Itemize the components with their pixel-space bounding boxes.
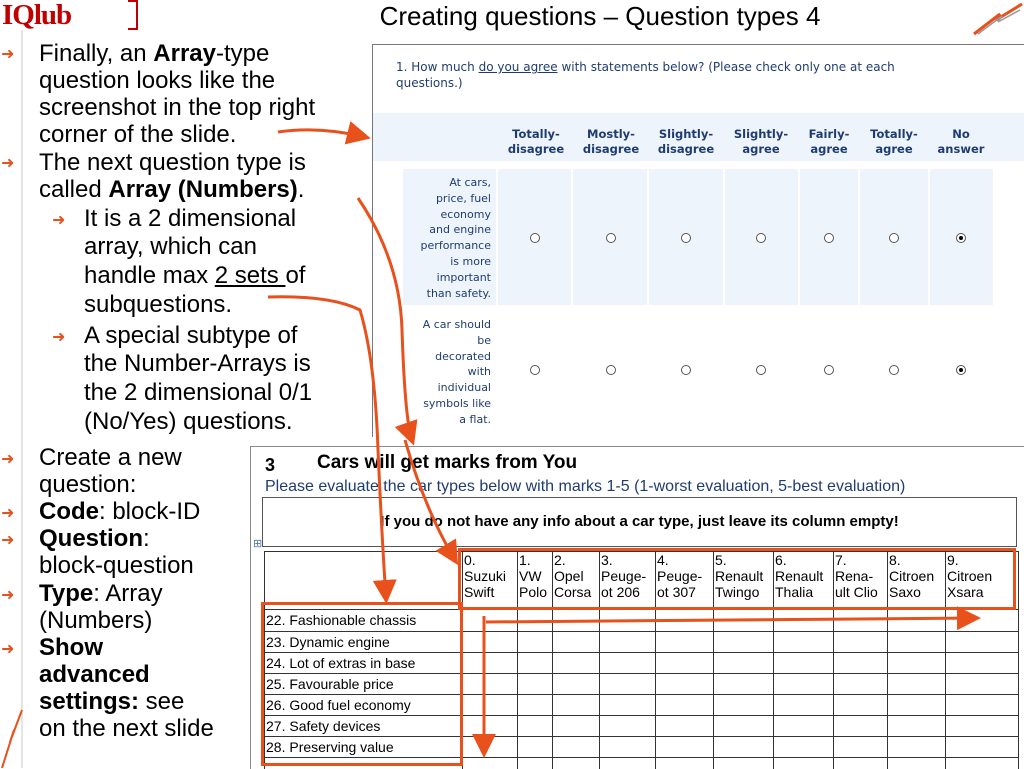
sub-bullet-icon: ➜ [52,329,66,346]
code-line: Code: block-ID [39,498,201,525]
logo-frame [128,0,138,30]
question-number: 3 [265,455,276,475]
subquestion-label: 27. Safety devices [266,718,381,734]
radio-button[interactable] [824,233,834,243]
bullet-icon: ➜ [1,587,15,604]
columns-highlight-box [458,548,1016,610]
logo-text: IQlub [2,0,72,31]
column-header: No answer [937,127,985,156]
sub1-line3: handle max 2 sets of [84,262,306,289]
subquestion-label: 28. Preserving value [266,739,394,755]
para2-line2: called Array (Numbers). [39,176,305,203]
car-column-header: 9. Citroen Xsara [947,552,993,600]
radio-button[interactable] [889,365,899,375]
subquestion-label: 23. Dynamic engine [266,634,390,650]
column-header: Totally- disagree [507,127,565,156]
subquestion-label: 25. Favourable price [266,676,394,692]
type-line1: Type: Array [39,580,163,607]
sub1-line4: subquestions. [84,291,233,318]
car-column-header: 4. Peuge- ot 307 [657,552,703,600]
car-column-header: 7. Rena- ult Clio [835,552,878,600]
move-handle-icon[interactable]: ⊞ [253,538,263,550]
iqlub-logo [0,0,140,30]
car-column-header: 1. VW Polo [519,552,548,600]
radio-button[interactable] [756,233,766,243]
question-line2: block-question [39,552,194,579]
radio-button-selected[interactable] [956,233,966,243]
grid-line [1018,551,1019,769]
show-line3: settings: see [39,688,185,715]
slide-title: Creating questions – Question types 4 [379,1,821,31]
sub1-line1: It is a 2 dimensional [84,205,297,232]
array-question-screenshot [372,44,1024,437]
row-label: At cars, price, fuel economy and engine performance is more important than safety. [420,176,491,300]
car-column-header: 5. Renault Twingo [715,552,764,600]
sub-bullet-icon: ➜ [52,212,66,229]
car-column-header: 3. Peuge- ot 206 [601,552,647,600]
type-line2: (Numbers) [39,607,153,634]
question-line1: Question: [39,525,150,552]
show-line4: on the next slide [39,715,214,742]
radio-button[interactable] [889,233,899,243]
question-help: Please evaluate the car types below with marks 1-5 (1-worst evaluation, 5-best evaluation) [265,478,906,495]
para1-line3: screenshot in the top right [39,94,316,121]
para1-line4: corner of the slide. [39,121,237,148]
question-title: Cars will get marks from You [317,452,578,473]
column-header: Mostly- disagree [582,127,640,156]
car-column-header: 8. Citroen Saxo [889,552,935,600]
car-column-header: 0. Suzuki Swift [464,552,507,600]
column-header: Fairly- agree [808,127,850,156]
radio-button[interactable] [530,365,540,375]
para1-line1: Finally, an Array-type [39,40,270,67]
bullet-icon: ➜ [1,505,15,522]
bullet-icon: ➜ [1,451,15,468]
para2-line1: The next question type is [39,149,306,176]
sub2-line1: A special subtype of [84,322,298,349]
sub2-line3: the 2 dimensional 0/1 [84,379,313,406]
radio-button[interactable] [756,365,766,375]
para1-line2: question looks like the [39,67,276,94]
subquestion-label: 26. Good fuel economy [266,697,411,713]
bullet-icon: ➜ [1,532,15,549]
bullet-icon: ➜ [1,46,15,63]
subquestion-label: 24. Lot of extras in base [266,655,416,671]
bullet-icon: ➜ [1,641,15,658]
sub2-line4: (No/Yes) questions. [84,408,293,435]
radio-button[interactable] [530,233,540,243]
array-question-text: 1. How much do you agree with statements below? (Please check only one at each questions.) [396,60,895,90]
show-line2: advanced [39,661,150,688]
show-line1: Show [39,634,103,661]
radio-button[interactable] [824,365,834,375]
arrow-to-array-screenshot [278,130,365,137]
bullet-icon: ➜ [1,155,15,172]
radio-button[interactable] [681,365,691,375]
radio-button[interactable] [681,233,691,243]
car-column-header: 6. Renault Thalia [775,552,824,600]
radio-button[interactable] [606,233,616,243]
create-line2: question: [39,471,137,498]
lightning-decoration-icon [970,0,1024,36]
car-column-header: 2. Opel Corsa [554,552,592,600]
create-line1: Create a new [39,444,182,471]
subquestion-label: 22. Fashionable chassis [266,612,417,628]
question-notice: If you do not have any info about a car type, just leave its column empty! [262,497,1017,547]
column-header: Totally- agree [870,127,918,156]
radio-button[interactable] [606,365,616,375]
sub2-line2: the Number-Arrays is [84,350,311,377]
radio-button-selected[interactable] [956,365,966,375]
sub1-line2: array, which can [84,233,257,260]
row-label: A car should be decorated with individual symbols like a flat. [422,318,491,426]
column-header: Slightly- agree [733,127,789,156]
column-header: Slightly- disagree [657,127,715,156]
rows-highlight-box [261,602,463,766]
